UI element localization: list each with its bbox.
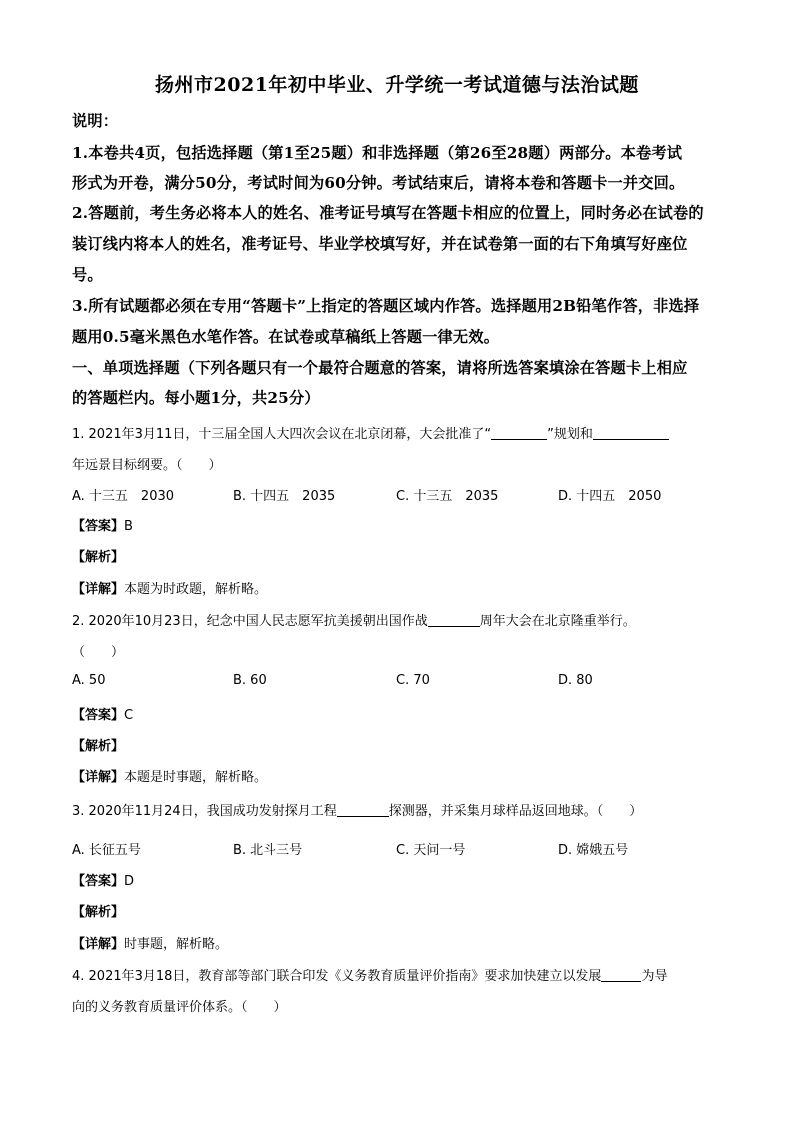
option-b: B. 60 [233, 673, 267, 688]
instruction-line: 2.答题前，考生务必将本人的姓名、准考证号填写在答题卡相应的位置上，同时务必在试卷的 [72, 204, 704, 222]
answer-blank [593, 426, 669, 440]
answer-line: 【答案】C [72, 708, 134, 723]
question-1-stem: 1. 2021年3月11日，十三届全国人大四次会议在北京闭幕，大会批准了“ ”规划和 [72, 423, 724, 442]
question-3-stem: 3. 2020年11月24日，我国成功发射探月工程 探测器，并采集月球样品返回地球。（ ） [72, 804, 643, 819]
section-heading: 一、单项选择题（下列各题只有一个最符合题意的答案，请将所选答案填涂在答题卡上相应 [72, 359, 688, 377]
detail-line: 【详解】本题是时事题，解析略。 [72, 770, 268, 785]
detail-line: 【详解】本题为时政题，解析略。 [72, 582, 268, 597]
question-1-stem-cont: 年远景目标纲要。（ ） [72, 458, 222, 473]
option-d: D. 嫦娥五号 [558, 843, 629, 858]
answer-line: 【答案】D [72, 874, 135, 889]
instruction-line: 题用0.5毫米黑色水笔作答。在试卷或草稿纸上答题一律无效。 [72, 328, 500, 346]
option-a: A. 50 [72, 673, 106, 688]
option-b: B. 北斗三号 [233, 843, 303, 858]
answer-line: 【答案】B [72, 519, 133, 534]
answer-blank [601, 968, 641, 982]
instructions-heading: 说明： [72, 112, 119, 130]
answer-blank [491, 426, 547, 440]
instruction-line: 号。 [72, 266, 103, 284]
question-2-stem-cont: （ ） [72, 645, 125, 660]
option-a: A. 十三五 2030 [72, 489, 175, 504]
page-title: 扬州市2021年初中毕业、升学统一考试道德与法治试题 [155, 74, 639, 96]
option-d: D. 十四五 2050 [558, 489, 662, 504]
answer-blank [428, 613, 480, 627]
analysis-label: 【解析】 [72, 739, 125, 754]
instruction-line: 1.本卷共4页，包括选择题（第1至25题）和非选择题（第26至28题）两部分。本卷考试 [72, 144, 683, 162]
analysis-label: 【解析】 [72, 550, 125, 565]
question-2-stem: 2. 2020年10月23日，纪念中国人民志愿军抗美援朝出国作战 周年大会在北京隆重举行。 [72, 614, 636, 629]
question-4-stem-cont: 向的义务教育质量评价体系。（ ） [72, 1000, 287, 1015]
option-c: C. 十三五 2035 [396, 489, 499, 504]
detail-line: 【详解】时事题，解析略。 [72, 937, 229, 952]
option-c: C. 天问一号 [396, 843, 466, 858]
option-d: D. 80 [558, 673, 593, 688]
instruction-line: 3.所有试题都必须在专用“答题卡”上指定的答题区域内作答。选择题用2B铅笔作答，非选择 [72, 297, 700, 315]
analysis-label: 【解析】 [72, 905, 125, 920]
option-c: C. 70 [396, 673, 430, 688]
question-4-stem: 4. 2021年3月18日，教育部等部门联合印发《义务教育质量评价指南》要求加快建立以发展 为导 [72, 969, 668, 984]
instruction-line: 装订线内将本人的姓名，准考证号、毕业学校填写好，并在试卷第一面的右下角填写好座位 [72, 235, 688, 253]
option-a: A. 长征五号 [72, 843, 141, 858]
answer-blank [337, 803, 389, 817]
instruction-line: 形式为开卷，满分50分，考试时间为60分钟。考试结束后，请将本卷和答题卡一并交回。 [72, 174, 685, 192]
option-b: B. 十四五 2035 [233, 489, 336, 504]
section-heading: 的答题栏内。每小题1分，共25分） [72, 389, 320, 407]
